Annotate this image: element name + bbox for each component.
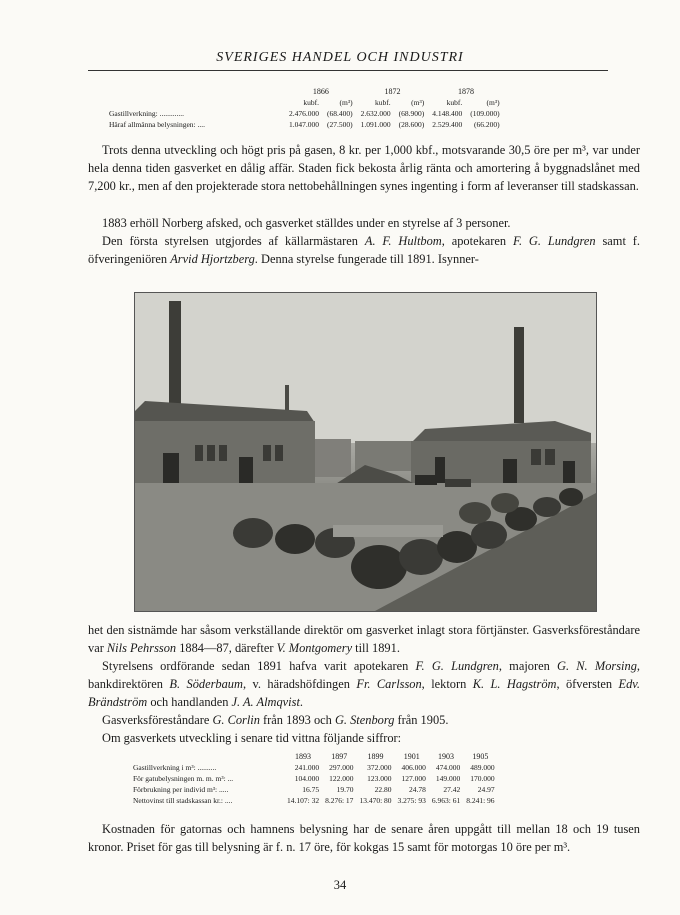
table-cell: 27.42 xyxy=(443,785,461,794)
paragraph-norberg: 1883 erhöll Norberg afsked, och gasverket ställdes under en styrelse af 3 personer. xyxy=(102,216,511,230)
gasworks-illustration xyxy=(135,293,596,611)
year-header: 1901 xyxy=(403,752,420,761)
table-cell: 474.000 xyxy=(435,763,461,772)
table-cell: 297.000 xyxy=(329,763,354,772)
table-cell: 1.091.000 xyxy=(360,120,391,129)
table-cell: 16.75 xyxy=(302,785,320,794)
year-header: 1893 xyxy=(295,752,312,761)
unit-label: (m³) xyxy=(411,98,425,107)
table-cell: 1.047.000 xyxy=(289,120,319,129)
production-table-1893-1905 xyxy=(130,751,498,806)
paragraph-first-board: Den första styrelsen utgjordes af källarmästaren A. F. Hultbom, apotekaren F. G. Lundgren samt f. öfveringeniören Arvid Hjortzberg. Denna styrelse fungerade till 1891. Isynner- xyxy=(88,234,640,266)
table-row xyxy=(105,119,504,130)
year-header: 1903 xyxy=(438,752,455,761)
table-row xyxy=(130,773,498,784)
table-cell: 127.000 xyxy=(401,774,426,783)
paragraph-board-merits: het den sistnämde har såsom verkställande direktör om gasverket inlagt stora förtjänster. Gasverksföreståndare var Nils Pehrsson 1884—87, därefter V. Montgomery till 1891. xyxy=(88,623,640,655)
table-row xyxy=(130,762,498,773)
table-cell: 170.000 xyxy=(470,774,495,783)
year-header: 1899 xyxy=(367,752,384,761)
table-cell: 4.148.400 xyxy=(432,109,463,118)
row-label: Häraf allmänna belysningen: .... xyxy=(109,120,206,129)
year-header: 1878 xyxy=(457,87,474,96)
row-label: Nettovinst till stadskassan kr.: .... xyxy=(133,796,233,805)
table-cell: 19.70 xyxy=(336,785,354,794)
table-cell: 123.000 xyxy=(367,774,392,783)
table-cell: 489.000 xyxy=(470,763,495,772)
year-header: 1897 xyxy=(331,752,348,761)
unit-label: (m³) xyxy=(486,98,500,107)
table-cell: 24.97 xyxy=(477,785,495,794)
table-cell: (66.200) xyxy=(474,120,500,129)
table-row xyxy=(105,108,504,119)
paragraph-lighting-costs: Kostnaden för gatornas och hamnens belysning har de senare åren uppgått till mellan 18 och 19 tusen kronor. Priset för gas till belysning är f. n. 17 öre, för kokgas 15 samt för motorgas 10 öre per m³. xyxy=(88,822,640,854)
table-cell: 13.470: 80 xyxy=(359,796,392,805)
row-label: Förbrukning per individ m³: ..... xyxy=(133,785,229,794)
table-cell: 2.476.000 xyxy=(289,109,319,118)
table-cell: 241.000 xyxy=(294,763,320,772)
row-label: Gastillverkning i m³: .......... xyxy=(133,763,217,772)
paragraph-figures-intro: Om gasverkets utveckling i senare tid vittna följande siffror: xyxy=(102,731,402,745)
table-cell: 2.632.000 xyxy=(360,109,391,118)
table-cell: 372.000 xyxy=(367,763,392,772)
running-header: SVERIGES HANDEL OCH INDUSTRI xyxy=(216,50,464,65)
table-cell: 3.275: 93 xyxy=(397,796,426,805)
year-header: 1872 xyxy=(384,87,401,96)
unit-label: kubf. xyxy=(303,98,319,107)
row-label: Gastillverkning: ............. xyxy=(109,109,184,118)
year-header: 1905 xyxy=(472,752,489,761)
table-cell: (28.600) xyxy=(398,120,425,129)
table-cell: 406.000 xyxy=(401,763,426,772)
table-cell: 122.000 xyxy=(329,774,354,783)
page-number: 34 xyxy=(333,878,347,892)
paragraph-managers: Gasverksföreståndare G. Corlin från 1893 och G. Stenborg från 1905. xyxy=(102,713,449,727)
gasworks-photograph xyxy=(134,292,597,612)
header-rule xyxy=(88,70,608,71)
table-cell: 104.000 xyxy=(294,774,320,783)
table-cell: 149.000 xyxy=(435,774,461,783)
table-cell: 8.241: 96 xyxy=(466,796,495,805)
table-cell: (27.500) xyxy=(327,120,353,129)
table-cell: 8.276: 17 xyxy=(325,796,354,805)
unit-label: (m³) xyxy=(339,98,353,107)
row-label: För gatubelysningen m. m. m³: ... xyxy=(133,774,234,783)
table-cell: 6.963: 61 xyxy=(431,796,461,805)
table-cell: (109.000) xyxy=(470,109,500,118)
table-cell: (68.900) xyxy=(398,109,425,118)
unit-label: kubf. xyxy=(375,98,391,107)
paragraph-gas-economics: Trots denna utveckling och högt pris på gasen, 8 kr. per 1,000 kbf., motsvarande 30,5 öre per m³, var under hela denna tiden gasverket en dålig affär. Staden fick bekosta årlig ränta och amortering å byggnadslånet med 7,200 kr., men af den projekterade stora nettobehållningen synes ingenting i form af leveranser till stadskassan. xyxy=(88,143,640,193)
table-cell: 24.78 xyxy=(409,785,426,794)
table-cell: 2.529.400 xyxy=(432,120,463,129)
table-cell: 14.107: 32 xyxy=(287,796,320,805)
table-cell: (68.400) xyxy=(327,109,353,118)
year-header: 1866 xyxy=(312,87,329,96)
paragraph-chairmen: Styrelsens ordförande sedan 1891 hafva varit apotekaren F. G. Lundgren, majoren G. N. Morsing, bankdirektören B. Söderbaum, v. häradshöfdingen Fr. Carlsson, lektorn K. L. Hagström, öfversten Edv. Brändström och handlanden J. A. Almqvist. xyxy=(88,659,640,709)
table-cell: 22.80 xyxy=(374,785,392,794)
table-row xyxy=(130,795,498,806)
table-row xyxy=(130,784,498,795)
production-table-1866-1878 xyxy=(105,86,504,130)
unit-label: kubf. xyxy=(446,98,463,107)
